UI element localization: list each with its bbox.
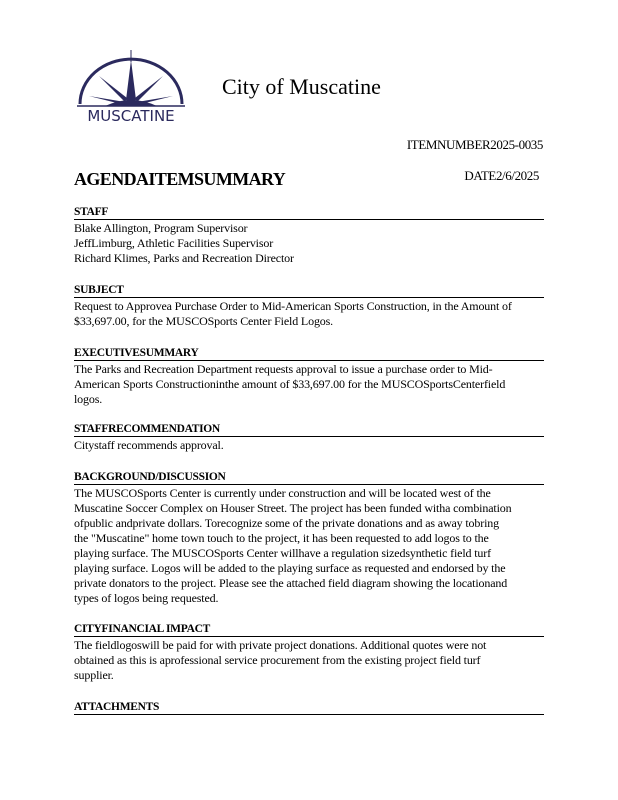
- section-heading: STAFF: [74, 205, 544, 220]
- text-line: supplier.: [74, 668, 114, 682]
- logo-text: MUSCATINE: [87, 107, 175, 124]
- staff-line: Richard Klimes, Parks and Recreation Director: [74, 251, 294, 265]
- section-financial-impact: [74, 622, 544, 683]
- section-staff-recommendation: [74, 422, 544, 453]
- staff-line: JeffLimburg, Athletic Facilities Supervisor: [74, 236, 274, 250]
- text-line: the "Muscatine" home town touch to the project, it has been requested to add logos to the: [74, 531, 489, 545]
- section-heading: ATTACHMENTS: [74, 700, 544, 715]
- text-line: American Sports Constructioninthe amount of $33,697.00 for the MUSCOSportsCenterfield: [74, 377, 506, 391]
- section-body: [74, 221, 544, 266]
- section-body: [74, 299, 544, 329]
- city-title: City of Muscatine: [222, 74, 381, 99]
- section-body: [74, 362, 544, 407]
- section-heading: BACKGROUND/DISCUSSION: [74, 470, 544, 485]
- section-body: [74, 438, 544, 453]
- page-title: AGENDAITEMSUMMARY: [74, 169, 286, 189]
- section-staff: [74, 205, 544, 266]
- text-line: The fieldlogoswill be paid for with private project donations. Additional quotes were not: [74, 638, 487, 652]
- text-line: private donators to the project. Please see the attached field diagram showing the locationand: [74, 576, 508, 590]
- staff-line: Blake Allington, Program Supervisor: [74, 221, 248, 235]
- section-body: [74, 638, 544, 683]
- text-line: ofpublic andprivate dollars. Torecognize some of the private donations and as away tobring: [74, 516, 499, 530]
- text-line: Citystaff recommends approval.: [74, 438, 224, 452]
- text-line: playing surface. The MUSCOSports Center willhave a regulation sizedsynthetic field turf: [74, 546, 491, 560]
- section-heading: STAFFRECOMMENDATION: [74, 422, 544, 437]
- section-background-discussion: [74, 470, 544, 606]
- text-line: $33,697.00, for the MUSCOSports Center Field Logos.: [74, 314, 334, 328]
- section-heading: CITYFINANCIAL IMPACT: [74, 622, 544, 637]
- city-logo: [75, 50, 187, 124]
- section-body: [74, 486, 544, 606]
- section-subject: [74, 283, 544, 329]
- section-attachments: [74, 700, 544, 715]
- text-line: Muscatine Soccer Complex on Houser Street. The project has been funded witha combination: [74, 501, 512, 515]
- text-line: playing surface. Logos will be added to the playing surface as requested and endorsed by the: [74, 561, 506, 575]
- text-line: types of logos being requested.: [74, 591, 219, 605]
- text-line: The Parks and Recreation Department requests approval to issue a purchase order to Mid-: [74, 362, 493, 376]
- text-line: obtained as this is aprofessional service procurement from the existing project field turf: [74, 653, 481, 667]
- item-number: ITEMNUMBER2025-0035: [406, 137, 543, 152]
- muscatine-compass-logo-icon: [75, 50, 187, 124]
- agenda-date: DATE2/6/2025: [464, 168, 539, 183]
- section-heading: SUBJECT: [74, 283, 544, 298]
- text-line: Request to Approvea Purchase Order to Mid-American Sports Construction, in the Amount of: [74, 299, 512, 313]
- section-executive-summary: [74, 346, 544, 407]
- section-heading: EXECUTIVESUMMARY: [74, 346, 544, 361]
- text-line: The MUSCOSports Center is currently under construction and will be located west of the: [74, 486, 491, 500]
- text-line: logos.: [74, 392, 103, 406]
